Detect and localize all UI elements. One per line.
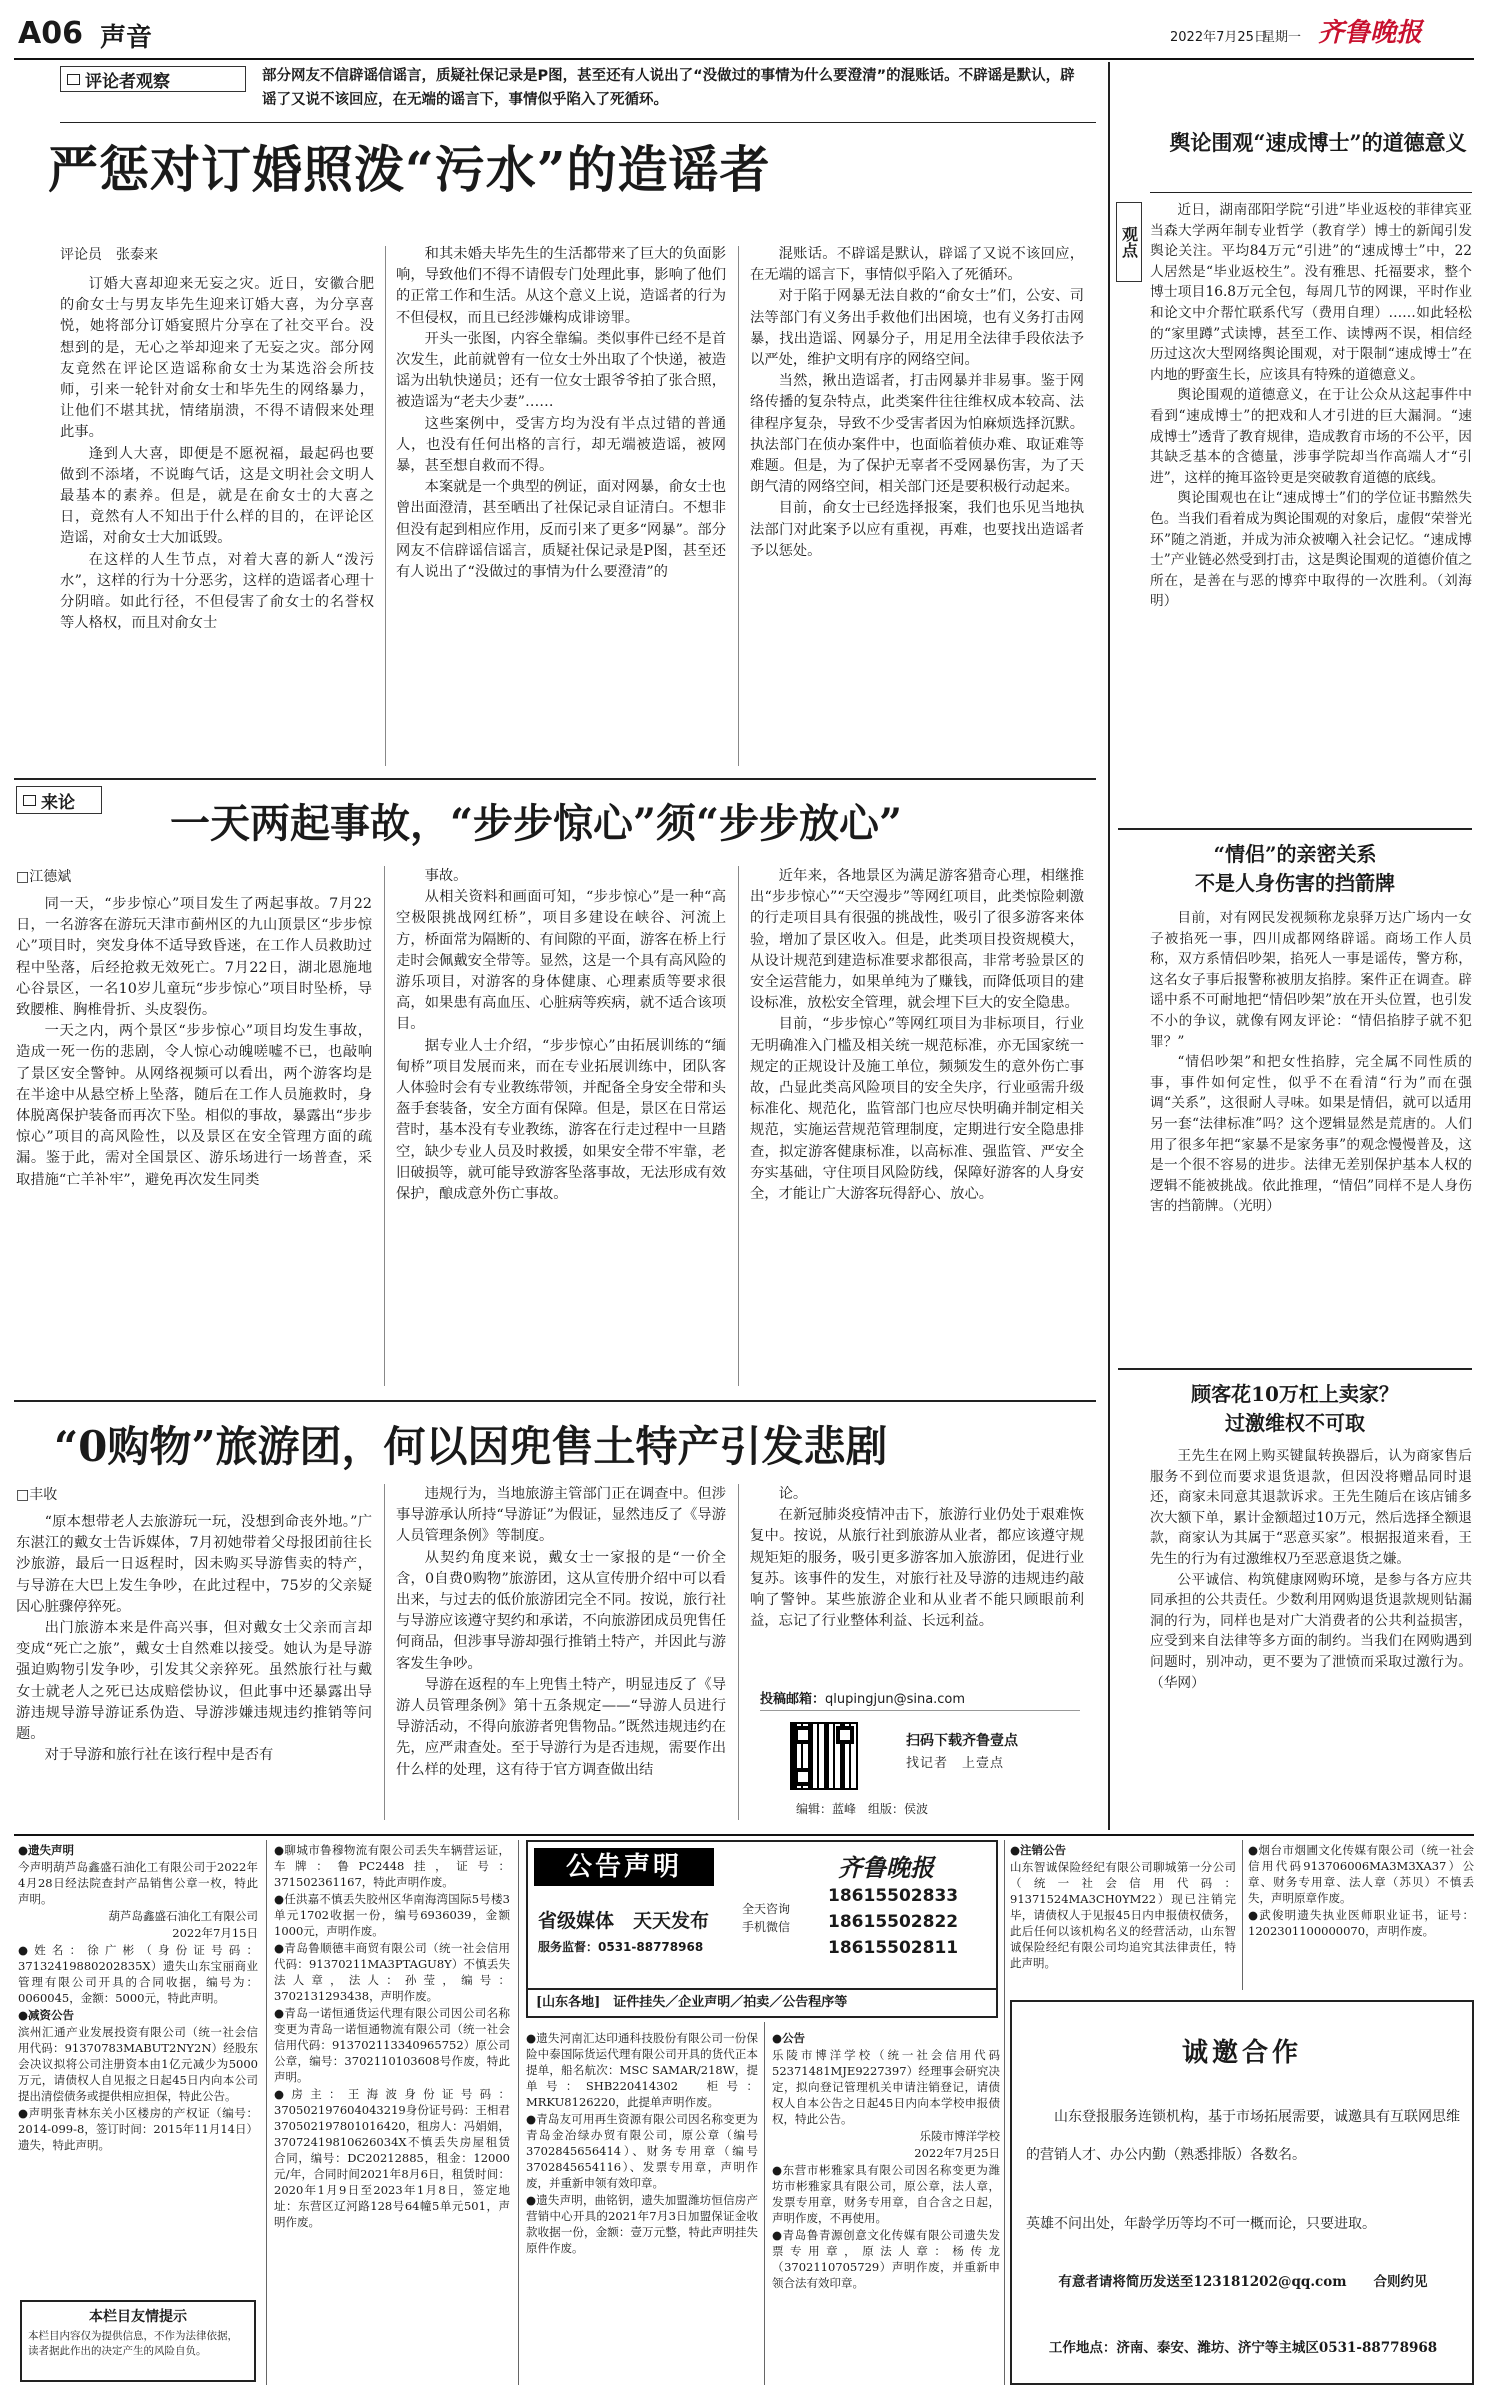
qr-sub: 找记者 上壹点 <box>906 1756 1005 1771</box>
page-number: A06 <box>18 16 83 51</box>
sidebar-title-1: 舆论围观“速成博士”的道德意义 <box>1169 130 1467 155</box>
article3-col3: 论。 在新冠肺炎疫情冲击下，旅游行业仍处于艰难恢复中。按说，从旅行社到旅游从业者，都应该遵守规规矩矩的服务，吸引更多游客加入旅游团，促进行业复苏。该事件的发生，对旅行社及导游的违规违约敲响了警钟。某些旅游企业和从业者不能只顾眼前利益，忘记了行业整体利益、长远利益。 <box>750 1486 1084 1630</box>
recruit-box <box>1010 2000 1474 2385</box>
notice-box <box>20 2300 256 2382</box>
article1-col1: 订婚大喜却迎来无妄之灾。近日，安徽合肥的俞女士与男友毕先生迎来订婚大喜，为分享喜悦，她将部分订婚宴照片分享在了社交平台。没想到的是，无心之举却迎来了无妄之灾。部分网友竟然在评论区造谣称俞女士为某选浴会所技师，引来一轮针对俞女士和毕先生的网络暴力，让他们不堪其扰，情绪崩溃，不得不请假来处理此事。 逢到人大喜，即便是不愿祝福，最起码也要做到不添堵，不说晦气话，这是文明社会文明人最基本的素养。但是，就是在俞女士的大喜之日，竟然有人不知出于什么样的目的，在评论区造谣，对俞女士大加诋毁。 在这样的人生节点，对着大喜的新人“泼污水”，这样的行为十分恶劣，这样的造谣者心理十分阴暗。如此行径，不但侵害了俞女士的名誉权等人格权，而且对俞女士 <box>60 276 374 632</box>
kicker: 来论 <box>41 792 75 813</box>
banner-phone-3[interactable]: 18615502811 <box>828 1938 959 1958</box>
banner-wechat: 全天咨询手机微信 <box>742 1902 791 1934</box>
ad-column-1: ●遗失声明 今声明葫芦岛鑫盛石油化工有限公司于2022年4月28日经法院查封产品销售公章一枚，特此声明。 葫芦岛鑫盛石油化工有限公司 2022年7月15日 ●姓名：徐广彬（身份证号码：37132419880202835X）遗失山东宝丽商业管理有限公司开具的合同收据，编号为：0060045，金额：5000元，特此声明。 ●减资公告 滨州汇通产业发展投资有限公司（统一社会信用代码：91370783MABUT2NY2N）经股东会决议拟将公司注册资本由1亿元减少为5000万元，请债权人自见报之日起45日内向本公司提出清偿债务或提供相应担保，特此公告。 ●声明张青林东关小区楼房的产权证（编号：2014-099-8，签订时间：2015年11月14日）遗失，特此声明。 <box>18 1843 258 2152</box>
kicker: 评论者观察 <box>85 71 170 92</box>
ad-column-3: ●遗失河南汇达印通科技股份有限公司一份保险中泰国际货运代理有限公司开具的货代正本提单，船名航次：MSC SAMAR/218W，提单号：SHB220414302 柜号：MRKU8126220，此提单声明作废。 ●青岛友可用再生资源有限公司因名称变更为青岛金冶绿办贸有限公司，原公章（编号3702845656414）、财务专用章（编号3702845654116）、发票专用章，声明作废，并重新申领有效印章。 ●遗失声明，曲铭钥，遗失加盟潍坊恒信房产营销中心开具的2021年7月3日加盟保证金收款收据一份，金额：壹万元整，特此声明挂失原件作废。 <box>526 2031 758 2255</box>
byline: 评论员 张泰来 <box>60 247 158 263</box>
kicker-box <box>60 66 246 92</box>
deck: 部分网友不信辟谣信谣言，质疑社保记录是P图，甚至还有人说出了“没做过的事情为什么要澄清”的混账话。不辟谣是默认，辟谣了又说不该回应，在无端的谣言下，事情似乎陷入了死循环。 <box>262 68 1075 108</box>
sidebar-title-2: “情侣”的亲密关系 不是人身伤害的挡箭牌 <box>1195 842 1395 895</box>
article2-col1: 同一天，“步步惊心”项目发生了两起事故。7月22日，一名游客在游玩天津市蓟州区的九山顶景区“步步惊心”项目时，突发身体不适导致昏迷，在工作人员救助过程中坠落，后经抢救无效死亡。7月22日，湖北恩施地心谷景区，一名10岁儿童玩“步步惊心”项目时坠桥，导致腰椎、胸椎骨折、头皮裂伤。 一天之内，两个景区“步步惊心”项目均发生事故，造成一死一伤的悲剧，令人惊心动魄嗟嘘不已，也敲响了景区安全警钟。从网络视频可以看出，两个游客均是在半途中从悬空桥上坠落，随后在工作人员施救时，身体脱离保护装备而再次下坠。相似的事故，暴露出“步步惊心”项目的高风险性，以及景区在安全管理方面的疏漏。鉴于此，需对全国景区、游乐场进行一场普查，采取措施“亡羊补牢”，避免再次发生同类 <box>16 896 372 1188</box>
email-label: 投稿邮箱： <box>760 1692 826 1707</box>
article1-col2: 和其未婚夫毕先生的生活都带来了巨大的负面影响，导致他们不得不请假专门处理此事，影响了他们的正常工作和生活。从这个意义上说，造谣者的行为不但侵权，而且已经涉嫌构成诽谤罪。 开头一张图，内容全靠编。类似事件已经不是首次发生，此前就曾有一位女士外出取了个快递，被造谣为出轨快递员；还有一位女士跟爷爷拍了张合照，被造谣为“老夫少妻”…… 这些案例中，受害方均为没有半点过错的普通人，也没有任何出格的言行，却无端被造谣，被网暴，甚至想自救而不得。 本案就是一个典型的例证，面对网暴，俞女士也曾出面澄清，甚至晒出了社保记录自证清白。不想非但没有起到相应作用，反而引来了更多“网暴”。部分网友不信辟谣信谣言，质疑社保记录是P图，甚至还有人说出了“没做过的事情为什么要澄清”的 <box>396 246 726 581</box>
kicker-icon <box>67 74 80 85</box>
headline: “0购物”旅游团，何以因兜售土特产引发悲剧 <box>54 1422 888 1471</box>
banner-phone-2[interactable]: 18615502822 <box>828 1912 959 1932</box>
editors: 编辑：蓝峰 组版：侯波 <box>796 1802 929 1816</box>
recruit-address: 工作地点：济南、泰安、潍坊、济宁等主城区0531-88778968 <box>1048 2340 1438 2356</box>
email-address[interactable]: qlupingjun@sina.com <box>825 1692 966 1707</box>
contribution-email <box>760 1688 965 1707</box>
sidebar-kicker <box>1116 202 1142 282</box>
banner-logo: 齐鲁晚报 <box>838 1853 934 1882</box>
ad-column-6: ●烟台市烟圃文化传媒有限公司（统一社会信用代码913706006MA3M3XA37）公章、财务专用章、法人章（苏贝）不慎丢失，声明原章作废。 ●武俊明遗失执业医师职业证书，证号：1202301100000070，声明作废。 <box>1248 1843 1474 1938</box>
headline: 一天两起事故，“步步惊心”须“步步放心” <box>170 800 903 847</box>
ad-column-5: ●注销公告 山东智诚保险经纪有限公司聊城第一分公司（统一社会信用代码：91371524MA3CH0YM22）现已注销完毕，请债权人于见报45日内申报债权债务，此后任何以该机构名义的经营活动，山东智诚保险经纪有限公司均追究其法律责任，特此声明。 <box>1010 1843 1236 1970</box>
qr-label: 扫码下载齐鲁壹点 <box>906 1733 1018 1749</box>
notice-title: 本栏目友情提示 <box>89 2309 187 2325</box>
ad-column-2: ●聊城市鲁穆物流有限公司丢失车辆营运证，车牌：鲁PC2448挂，证号：371502361167，特此声明作废。 ●任洪嘉不慎丢失胶州区华南海湾国际5号楼3单元1702收据一份，编号6936039，金额1000元，声明作废。 ●青岛鲁顺德丰商贸有限公司（统一社会信用代码：91370211MA3PTAGU8Y）不慎丢失法人章，法人：孙莹，编号：3702131293438，声明作废。 ●青岛一诺恒通货运代理有限公司因公司名称变更为青岛一诺恒通物流有限公司（统一社会信用代码：913702113340965752）原公司公章，编号：3702110103608号作废，特此声明。 ●房主：王海波身份证号码：370502197604043219身份证号码：王相君370502197801016420，租房人：冯娟娟，37072419810626034X不慎丢失房屋租赁合同，编号：DC20212885，租金：12000元/年，合同时间2021年8月6日，租赁时间：2020年1月9日至2023年1月8日，签定地址：东营区辽河路128号64幢5单元501，声明作废。 <box>274 1843 510 2229</box>
banner-services: [山东各地] 证件挂失／企业声明／拍卖／公告程序等 <box>528 1988 996 2016</box>
kicker-icon <box>23 795 36 806</box>
sidebar-body-2: 目前，对有网民发视频称龙泉驿万达广场内一女子被掐死一事，四川成都网络辟谣。商场工作人员称，双方系情侣吵架，掐死人一事是谣传，警方称，这名女子事后报警称被朋友掐脖。案件正在调查。辟谣中系不可耐地把“情侣吵架”放在开头位置，也引发不小的争议，就像有网友评论：“情侣掐脖子就不犯罪？” “情侣吵架”和把女性掐脖，完全属不同性质的事，事件如何定性，似乎不在看清“行为”而在强调“关系”，这很耐人寻味。如果是情侣，就可以适用另一套“法律标准”吗？这个逻辑显然是荒唐的。人们用了很多年把“家暴不是家务事”的观念慢慢普及，这是一个很不容易的进步。法律无差别保护基本人权的逻辑不能被挑战。依此推理，“情侣”同样不是人身伤害的挡箭牌。（光明） <box>1150 910 1472 1215</box>
headline: 严惩对订婚照泼“污水”的造谣者 <box>48 140 771 199</box>
article3-col1: “原本想带老人去旅游玩一玩，没想到命丧外地。”广东湛江的戴女士告诉媒体，7月初她带着父母报团前往长沙旅游，最后一日返程时，因未购买导游售卖的特产，与导游在大巴上发生争吵，在此过程中，75岁的父亲疑因心脏骤停猝死。 出门旅游本来是件高兴事，但对戴女士父亲而言却变成“死亡之旅”，戴女士自然难以接受。她认为是导游强迫购物引发争吵，引发其父亲猝死。虽然旅行社与戴女士就老人之死已达成赔偿协议，但此事中还暴露出导游违规导游导游证系伪造、导游涉嫌违规违约推销等问题。 对于导游和旅行社在该行程中是否有 <box>16 1514 372 1764</box>
article1-col3: 混账话。不辟谣是默认，辟谣了又说不该回应，在无端的谣言下，事情似乎陷入了死循环。 对于陷于网暴无法自救的“俞女士”们，公安、司法等部门有义务出手救他们出困境，也有义务打击网暴，找出造谣、网暴分子，用足用全法律手段依法予以严处，维护文明有序的网络空间。 当然，揪出造谣者，打击网暴并非易事。鉴于网络传播的复杂特点，此类案件往往维权成本较高、法律程序复杂，导致不少受害者因为怕麻烦选择沉默。执法部门在侦办案件中，也面临着侦办难、取证难等难题。但是，为了保护无辜者不受网暴伤害，为了天朗气清的网络空间，相关部门还是要积极行动起来。 目前，俞女士已经选择报案，我们也乐见当地执法部门对此案予以应有重视，再难，也要找出造谣者予以惩处。 <box>750 246 1084 559</box>
recruit-title: 诚邀合作 <box>1181 2038 1302 2068</box>
recruit-body: 山东登报服务连锁机构，基于市场拓展需要，诚邀具有互联网思维的营销人才、办公内勤（熟悉排版）各数名。 <box>1026 2109 1460 2163</box>
recruit-email[interactable]: 有意者请将简历发送至123181202@qq.com 合则约见 <box>1058 2274 1428 2290</box>
article2-col2: 事故。 从相关资料和画面可知，“步步惊心”是一种“高空极限挑战网红桥”，项目多建设在峡谷、河流上方，桥面常为隔断的、有间隙的平面，游客在桥上行走时会佩戴安全带等。显然，这是一个具有高风险的游乐项目，对游客的身体健康、心理素质等要求很高，如果患有高血压、心脏病等疾病，就不适合该项目。 据专业人士介绍，“步步惊心”由拓展训练的“缅甸桥”项目发展而来，而在专业拓展训练中，团队客人体验时会有专业教练带领，并配备全身安全带和头盔手套装备，安全方面有保障。但是，景区在日常运营时，基本没有专业教练，游客在行走过程中一旦踏空，缺少专业人员及时救援，如果安全带不牢靠，老旧破损等，就可能导致游客坠落事故，无法形成有效保护，酿成意外伤亡事故。 <box>396 868 726 1203</box>
banner-slogan: 省级媒体 天天发布 <box>538 1910 710 1932</box>
issue-date: 2022年7月25日 <box>1170 30 1267 45</box>
article3-col2: 违规行为，当地旅游主管部门正在调查中。但涉事导游承认所持“导游证”为假证，显然违反了《导游人员管理条例》等制度。 从契约角度来说，戴女士一家报的是“一价全含，0自费0购物”旅游团，这从宣传册介绍中可以看出来，与过去的低价旅游团完全不同。按说，旅行社与导游应该遵守契约和承诺，不向旅游团成员兜售任何商品，但涉事导游却强行推销土特产，并因此与游客发生争吵。 导游在返程的车上兜售土特产，明显违反了《导游人员管理条例》第十五条规定——“导游人员进行导游活动，不得向旅游者兜售物品。”既然违规违约在先，应严肃查处。至于导游行为是否违规，需要作出什么样的处理，这有待于官方调查做出结 <box>396 1486 726 1778</box>
qr-code[interactable] <box>790 1722 858 1790</box>
byline: □丰收 <box>16 1487 58 1503</box>
banner-hotline: 服务监督：0531-88778968 <box>538 1940 704 1954</box>
banner-phone-1[interactable]: 18615502833 <box>828 1886 959 1906</box>
ad-column-4: ●公告 乐陵市博洋学校（统一社会信用代码52371481MJE9227397）经理事会研究决定，拟向登记管理机关申请注销登记，请债权人自本公告之日起45日内向本学校申报债权，特此公告。 乐陵市博洋学校 2022年7月25日 ●东营市彬雅家具有限公司因名称变更为潍坊市彬雅家具有限公司，原公章，法人章，发票专用章，财务专用章，自合含之日起，声明作废，不再使用。 ●青岛鲁青源创意文化传媒有限公司遗失发票专用章，原法人章：杨传龙（3702110705729）声明作废，并重新申领合法有效印章。 <box>772 2031 1000 2290</box>
paper-logo: 齐鲁晚报 <box>1318 18 1423 48</box>
section-name: 声音 <box>100 23 153 53</box>
article2-col3: 近年来，各地景区为满足游客猎奇心理，相继推出“步步惊心”“天空漫步”等网红项目，此类惊险刺激的行走项目具有很强的挑战性，吸引了很多游客来体验，增加了景区收入。但是，此类项目投资规模大，从设计规范到建造标准要求都很高，非常考验景区的安全运营能力，如果单纯为了赚钱，而降低项目的建设标准，放松安全管理，就会埋下巨大的安全隐患。 目前，“步步惊心”等网红项目为非标项目，行业无明确准入门槛及相关统一规范标准，亦无国家统一规定的正规设计及施工单位，频频发生的意外伤亡事故，凸显此类高风险项目的安全失序，行业亟需升级标准化、规范化，监管部门也应尽快明确并制定相关规范，实施运营规范管理制度，定期进行安全隐患排查，拟定游客健康标准，以高标准、强监管、严安全夯实基础，守住项目风险防线，保障好游客的人身安全，才能让广大游客玩得舒心、放心。 <box>750 868 1084 1203</box>
weekday: 星期一 <box>1262 30 1302 45</box>
sidebar-kicker-label: 观点 <box>1119 226 1139 258</box>
byline: □江德斌 <box>16 869 72 885</box>
sidebar-body-3: 王先生在网上购买键鼠转换器后，认为商家售后服务不到位而要求退货退款，但因没将赠品同时退还，商家未同意其退款诉求。王先生随后在该店铺多次大额下单，累计金额超过10万元，然后选择全额退款，商家认为其属于“恶意买家”。根据报道来看，王先生的行为有过激维权乃至恶意退货之嫌。 公平诚信、构筑健康网购环境，是参与各方应共同承担的公共责任。少数利用网购退货退款规则钻漏洞的行为，同样也是对广大消费者的公共利益损害，应受到来自法律等多方面的制约。当我们在网购遇到问题时，别冲动，更不要为了泄愤而采取过激行为。（华网） <box>1150 1448 1472 1691</box>
sidebar-body-1: 近日，湖南邵阳学院“引进”毕业返校的菲律宾亚当森大学两年制专业哲学（教育学）博士的新闻引发舆论关注。平均84万元“引进”的“速成博士”中，22人居然是“毕业返校生”。没有雅思、托福要求，整个博士项目16.8万元全包，每周几节的网课，平时作业和论文中介帮忙联系代写（费用自理）……如此轻松的“家里蹲”式读博，甚至工作、读博两不误，相信经历过这次大型网络舆论围观，对于限制“速成博士”在内地的野蛮生长，应该具有特殊的道德意义。 舆论围观的道德意义，在于让公众从这起事件中看到“速成博士”的把戏和人才引进的巨大漏洞。“速成博士”透背了教育规律，造成教育市场的不公平，因其缺乏基本的含德量，涉事学院却当作高端人才“引进”，这样的掩耳盗铃更是突破教育道德的底线。 舆论围观也在让“速成博士”们的学位证书黯然失色。当我们看着成为舆论围观的对象后，虚假“荣誉光环”随之消逝，并成为沛众被嘲入社会记忆。“速成博士”产业链必然受到打击，这是舆论围观的道德价值之所在，是善在与恶的博弈中取得的一次胜利。（刘海明） <box>1150 202 1472 610</box>
notice-body: 本栏目内容仅为提供信息，不作为法律依据，读者据此作出的决定产生的风险自负。 <box>28 2330 238 2357</box>
recruit-body2: 英雄不问出处，年龄学历等均不可一概而论，只要进取。 <box>1026 2216 1376 2232</box>
announcement-banner <box>526 1840 998 2018</box>
kicker-box <box>16 786 102 814</box>
sidebar-title-3: 顾客花10万杠上卖家？ 过激维权不可取 <box>1191 1382 1399 1435</box>
header <box>0 0 1488 60</box>
banner-title: 公告声明 <box>534 1848 714 1886</box>
